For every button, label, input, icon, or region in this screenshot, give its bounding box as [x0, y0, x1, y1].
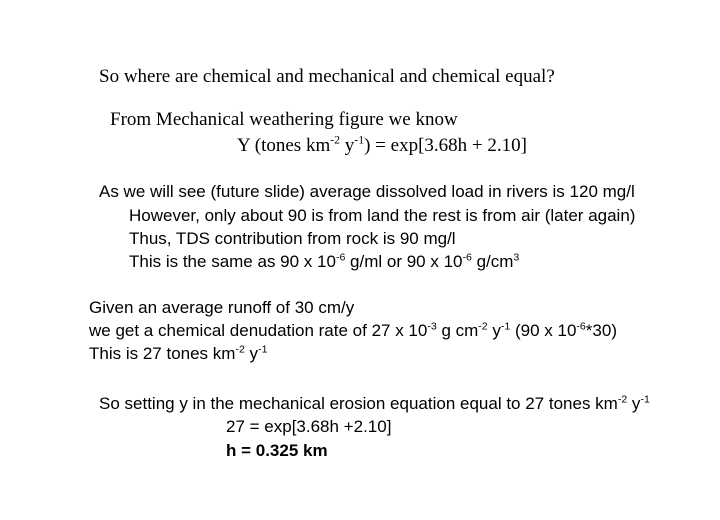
dissolved-line-1: As we will see (future slide) average dissolved load in rivers is 120 mg/l [99, 182, 635, 201]
dissolved-line-2: However, only about 90 is from land the rest is from air (later again) [129, 206, 636, 225]
dissolved-line-3: Thus, TDS contribution from rock is 90 mg/l [129, 229, 456, 248]
question-heading: So where are chemical and mechanical and chemical equal? [99, 66, 555, 87]
mechanical-intro: From Mechanical weathering figure we know [110, 109, 458, 130]
dissolved-line-4: This is the same as 90 x $10^{-6}$ g/ml or 90 x $10^{-6}$ $g/cm^3$ [129, 251, 520, 271]
setting-result: h = 0.325 km [226, 441, 328, 460]
setting-equation: 27 = exp[3.68h +2.10] [226, 417, 392, 436]
runoff-line-2: we get a chemical denudation rate of 27 x $10^{-3}$ g $cm^{-2}$ $y^{-1}$ (90 x $10^{-6}*30$) [89, 320, 617, 340]
runoff-line-3: This is 27 tones $km^{-2}$ $y^{-1}$ [89, 343, 268, 363]
mechanical-equation: Y (tones $km^{-2}$ $y^{-1}) = \exp[3.68h + 2.10]$ [237, 133, 527, 156]
runoff-line-1: Given an average runoff of 30 cm/y [89, 298, 355, 317]
setting-line-1: So setting y in the mechanical erosion equation equal to 27 tones $km^{-2}$ $y^{-1}$ [99, 393, 650, 413]
